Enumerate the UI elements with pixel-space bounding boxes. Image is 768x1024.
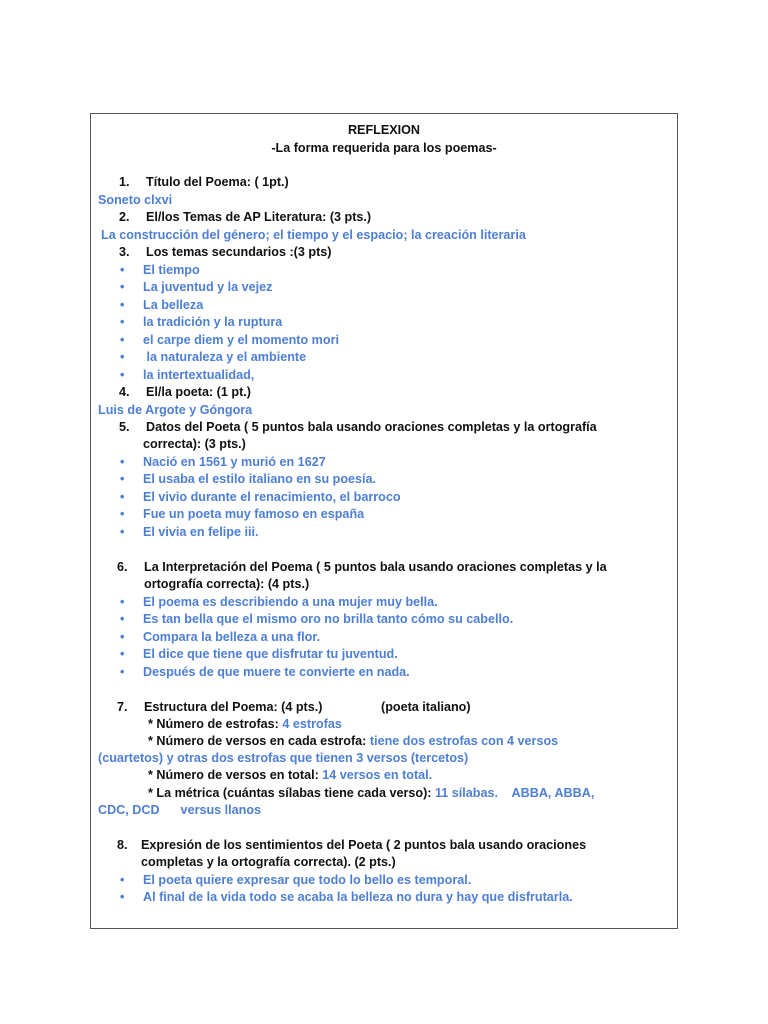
section-2-number: 2. [119,210,130,224]
section-4-label: El/la poeta: (1 pt.) [146,385,251,399]
list-item: • Compara la belleza a una flor. [143,629,320,646]
section-7-note: (poeta italiano) [381,700,471,714]
list-item: • El tiempo [143,262,200,279]
meter-label: * La métrica (cuántas sílabas tiene cada verso): [148,786,432,800]
verses-per-stanza-answer-cont: (cuartetos) y otras dos estrofas que tienen 3 versos (tercetos) [98,751,469,765]
section-5-label-cont: correcta): (3 pts.) [143,437,246,451]
list-item: • Fue un poeta muy famoso en españa [143,506,364,523]
meter-row [148,785,594,802]
total-verses-row [148,767,432,784]
section-2-answer: La construcción del género; el tiempo y el espacio; la creación literaria [101,228,526,242]
section-8-label-cont: completas y la ortografía correcta). (2 pts.) [141,855,396,869]
section-1-label: Título del Poema: ( 1pt.) [146,175,289,189]
section-3-number: 3. [119,245,130,259]
list-item: • El vivio durante el renacimiento, el barroco [143,489,401,506]
verses-per-stanza-label: * Número de versos en cada estrofa: [148,734,367,748]
list-item: • el carpe diem y el momento mori [143,332,339,349]
list-item: • la tradición y la ruptura [143,314,282,331]
list-item: • El poeta quiere expresar que todo lo bello es temporal. [143,872,471,889]
list-item: • Al final de la vida todo se acaba la belleza no dura y hay que disfrutarla. [143,889,573,906]
section-5-number: 5. [119,420,130,434]
section-5-label: Datos del Poeta ( 5 puntos bala usando oraciones completas y la ortografía [146,420,597,434]
list-item: • la intertextualidad, [143,367,254,384]
list-item: • El poema es describiendo a una mujer muy bella. [143,594,438,611]
verses-per-stanza-answer: tiene dos estrofas con 4 versos [369,734,559,748]
form-title: REFLEXION [347,123,421,137]
section-6-label-cont: ortografía correcta): (4 pts.) [144,577,310,591]
section-6-label: La Interpretación del Poema ( 5 puntos bala usando oraciones completas y la [144,560,607,574]
stanza-count-answer: 4 estrofas [282,717,342,731]
list-item: • Es tan bella que el mismo oro no brilla tanto cómo su cabello. [143,611,513,628]
total-verses-answer: 14 versos en total. [322,768,433,782]
list-item: • la naturaleza y el ambiente [143,349,306,366]
section-6-number: 6. [117,560,128,574]
section-8-label: Expresión de los sentimientos del Poeta ( 2 puntos bala usando oraciones [141,838,587,852]
reflection-form [90,113,678,929]
section-4-number: 4. [119,385,130,399]
list-item: • El usaba el estilo italiano en su poesía. [143,471,376,488]
list-item: • Después de que muere te convierte en nada. [143,664,410,681]
list-item: • Nació en 1561 y murió en 1627 [143,454,326,471]
section-1-answer: Soneto clxvi [98,193,173,207]
verses-per-stanza-row [148,733,558,750]
list-item: • El dice que tiene que disfrutar tu juventud. [143,646,398,663]
stanza-count-label: * Número de estrofas: [148,717,279,731]
list-item: • La belleza [143,297,203,314]
section-1-number: 1. [119,175,130,189]
section-3-label: Los temas secundarios :(3 pts) [146,245,332,259]
section-8-number: 8. [117,838,128,852]
total-verses-label: * Número de versos en total: [148,768,319,782]
section-7-label: Estructura del Poema: (4 pts.) [144,700,323,714]
list-item: • La juventud y la vejez [143,279,272,296]
meter-answer-cont: CDC, DCD versus llanos [98,803,262,817]
section-7-number: 7. [117,700,128,714]
meter-answer: 11 sílabas. ABBA, ABBA, [434,786,595,800]
section-4-answer: Luis de Argote y Góngora [98,403,253,417]
form-subtitle: -La forma requerida para los poemas- [271,141,497,155]
section-2-label: El/los Temas de AP Literatura: (3 pts.) [146,210,372,224]
stanza-count-row [148,716,342,733]
list-item: • El vivia en felipe iii. [143,524,259,541]
